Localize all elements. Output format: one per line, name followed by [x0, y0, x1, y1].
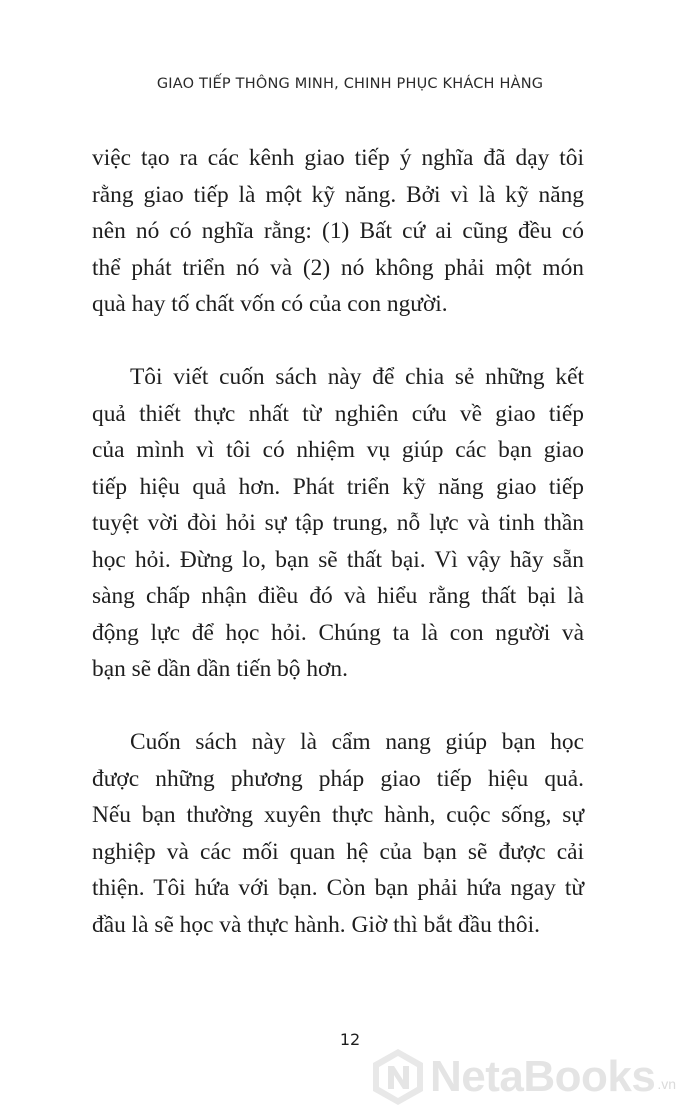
text-line: động lực để học hỏi. Chúng ta là con người và — [92, 619, 584, 646]
text-line: của mình vì tôi có nhiệm vụ giúp các bạn giao — [92, 437, 584, 463]
text-line: sàng chấp nhận điều đó và hiểu rằng thất bại là — [92, 583, 584, 609]
text-line: học hỏi. Đừng lo, bạn sẽ thất bại. Vì vậy hãy sẵn — [92, 546, 584, 573]
text-line: việc tạo ra các kênh giao tiếp ý nghĩa đã dạy tôi — [92, 145, 584, 171]
text-line: nghiệp và các mối quan hệ của bạn sẽ được cải — [92, 838, 584, 865]
body-text — [92, 140, 584, 980]
text-line: Cuốn sách này là cẩm nang giúp bạn học — [130, 729, 584, 755]
text-line: đầu là sẽ học và thực hành. Giờ thì bắt đầu thôi. — [92, 911, 540, 938]
text-line: nên nó có nghĩa rằng: (1) Bất cứ ai cũng đều có — [92, 218, 584, 244]
text-line: thiện. Tôi hứa với bạn. Còn bạn phải hứa ngay từ — [92, 875, 584, 901]
watermark-text: NetaBooks — [430, 1052, 656, 1101]
text-line: thể phát triển nó và (2) nó không phải một món — [92, 254, 584, 281]
watermark-suffix: .vn — [657, 1076, 677, 1092]
text-line: Tôi viết cuốn sách này để chia sẻ những kết — [130, 364, 584, 390]
paragraph-2 — [92, 359, 584, 688]
paragraph-3 — [92, 724, 584, 943]
paragraph-1 — [92, 140, 584, 323]
text-line: được những phương pháp giao tiếp hiệu quả. — [92, 765, 584, 792]
text-line: tuyệt vời đòi hỏi sự tập trung, nỗ lực và tinh thần — [92, 510, 584, 536]
text-line: quà hay tố chất vốn có của con người. — [92, 291, 448, 317]
page-number: 12 — [339, 1030, 361, 1049]
text-line: tiếp hiệu quả hơn. Phát triển kỹ năng giao tiếp — [92, 473, 584, 500]
running-head: GIAO TIẾP THÔNG MINH, CHINH PHỤC KHÁCH HÀNG — [156, 76, 544, 92]
text-line: bạn sẽ dần dần tiến bộ hơn. — [92, 656, 348, 682]
text-line: Nếu bạn thường xuyên thực hành, cuộc sống, sự — [92, 802, 584, 828]
watermark — [370, 1046, 695, 1108]
text-line: rằng giao tiếp là một kỹ năng. Bởi vì là kỹ năng — [92, 181, 584, 208]
netabooks-logo-icon — [370, 1047, 426, 1107]
text-line: quả thiết thực nhất từ nghiên cứu về giao tiếp — [92, 400, 584, 427]
